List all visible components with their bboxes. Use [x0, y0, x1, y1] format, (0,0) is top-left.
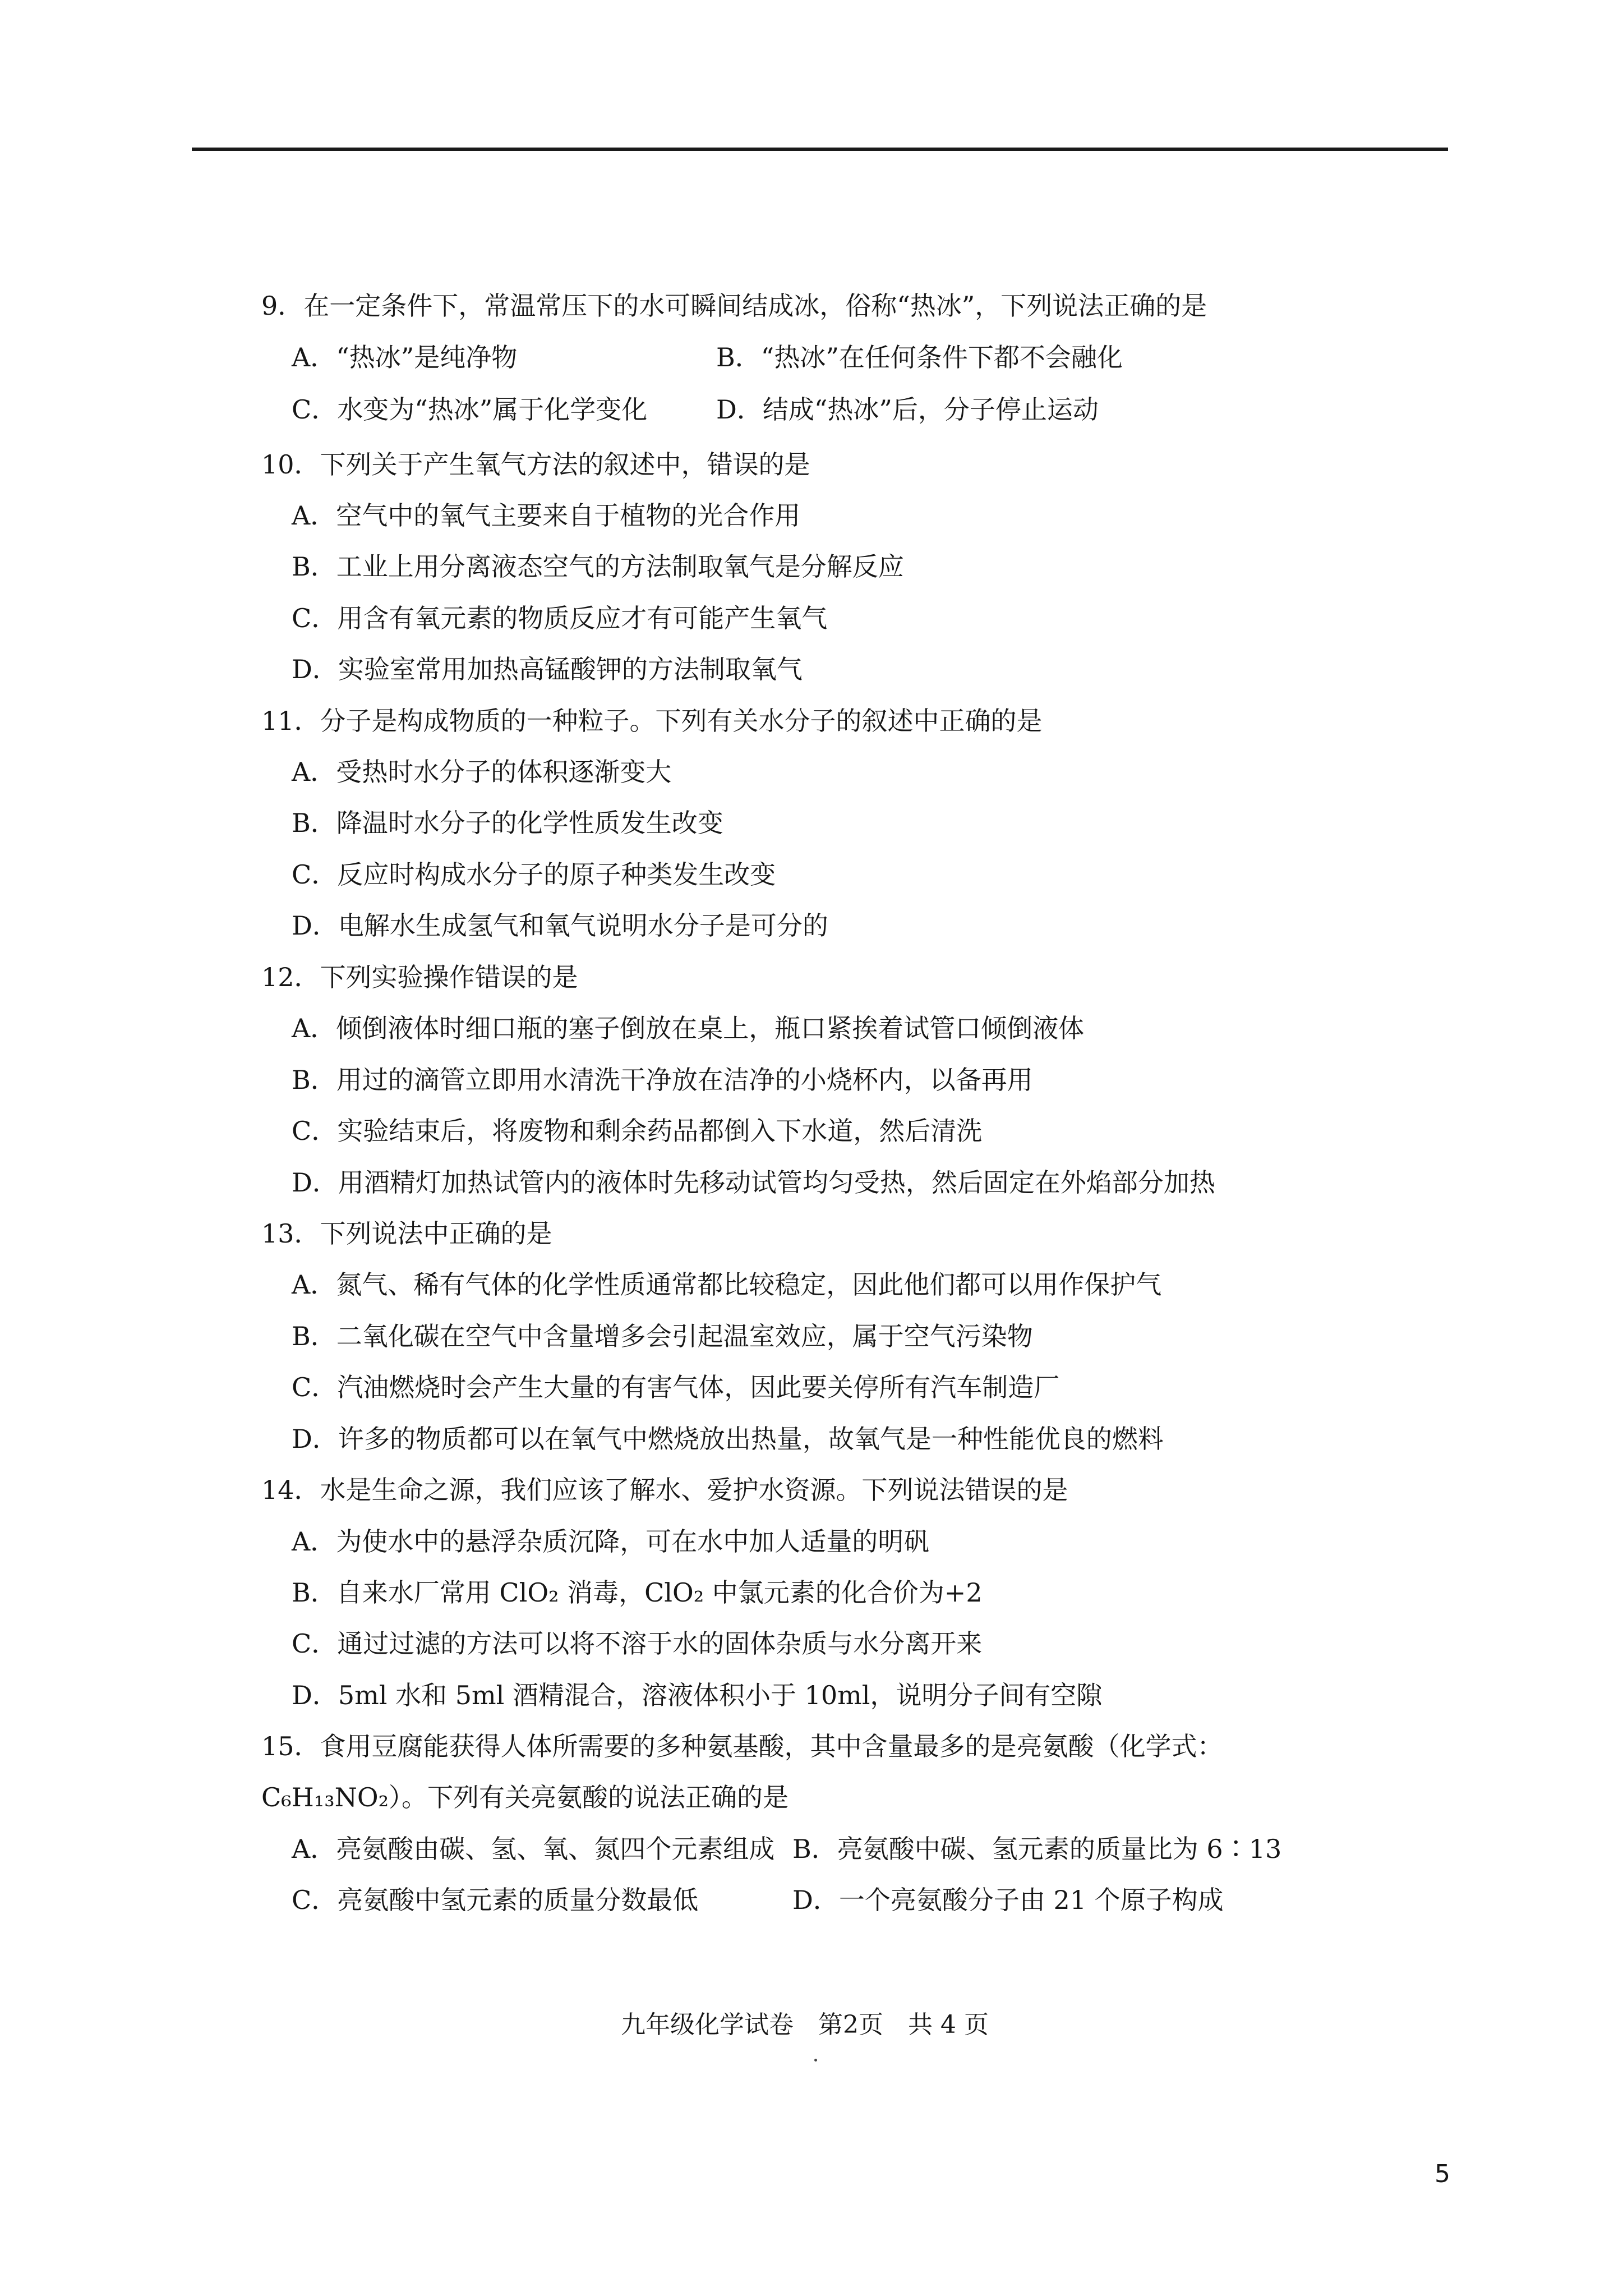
- question-12-stem: 12．下列实验操作错误的是: [261, 962, 578, 992]
- question-10-option-a: A．空气中的氧气主要来自于植物的光合作用: [292, 500, 801, 531]
- question-15-option-b: B．亮氨酸中碳、氢元素的质量比为 6∶13: [792, 1834, 1282, 1864]
- question-13-stem: 13．下列说法中正确的是: [261, 1218, 552, 1249]
- question-14-option-d: D．5ml 水和 5ml 酒精混合，溶液体积小于 10ml，说明分子间有空隙: [292, 1680, 1103, 1710]
- question-9-stem: 9．在一定条件下，常温常压下的水可瞬间结成冰，俗称“热冰”，下列说法正确的是: [261, 291, 1207, 321]
- header-rule: [192, 148, 1448, 151]
- question-11-stem: 11．分子是构成物质的一种粒子。下列有关水分子的叙述中正确的是: [261, 706, 1043, 736]
- question-11-option-c: C．反应时构成水分子的原子种类发生改变: [292, 859, 776, 890]
- page-number: 5: [1435, 2160, 1450, 2188]
- scan-speck: [814, 2059, 817, 2062]
- question-13-option-b: B．二氧化碳在空气中含量增多会引起温室效应，属于空气污染物: [292, 1321, 1033, 1351]
- question-14-option-a: A．为使水中的悬浮杂质沉降，可在水中加人适量的明矾: [292, 1526, 930, 1557]
- question-15-option-c: C．亮氨酸中氢元素的质量分数最低: [292, 1885, 699, 1915]
- question-9-option-b: B．“热冰”在任何条件下都不会融化: [716, 342, 1123, 372]
- question-15-option-a: A．亮氨酸由碳、氢、氧、氮四个元素组成: [292, 1834, 775, 1864]
- question-12-option-c: C．实验结束后，将废物和剩余药品都倒入下水道，然后清洗: [292, 1116, 983, 1146]
- question-13-option-c: C．汽油燃烧时会产生大量的有害气体，因此要关停所有汽车制造厂: [292, 1372, 1060, 1402]
- footer-title: 九年级化学试卷: [621, 2010, 794, 2039]
- question-9-option-d: D．结成“热冰”后，分子停止运动: [716, 394, 1099, 425]
- question-14-option-c: C．通过过滤的方法可以将不溶于水的固体杂质与水分离开来: [292, 1628, 983, 1659]
- question-11-option-d: D．电解水生成氢气和氧气说明水分子是可分的: [292, 910, 828, 941]
- question-11-option-a: A．受热时水分子的体积逐渐变大: [292, 757, 672, 787]
- question-10-option-b: B．工业上用分离液态空气的方法制取氧气是分解反应: [292, 551, 904, 582]
- question-14-stem: 14．水是生命之源，我们应该了解水、爱护水资源。下列说法错误的是: [261, 1475, 1068, 1505]
- question-12-option-d: D．用酒精灯加热试管内的液体时先移动试管均匀受热，然后固定在外焰部分加热: [292, 1167, 1215, 1198]
- question-15-option-d: D．一个亮氨酸分子由 21 个原子构成: [792, 1885, 1224, 1915]
- question-13-option-a: A．氮气、稀有气体的化学性质通常都比较稳定，因此他们都可以用作保护气: [292, 1269, 1162, 1300]
- question-12-option-b: B．用过的滴管立即用水清洗干净放在洁净的小烧杯内，以备再用: [292, 1065, 1033, 1095]
- question-9-option-a: A．“热冰”是纯净物: [292, 342, 518, 372]
- question-9-option-c: C．水变为“热冰”属于化学变化: [292, 394, 648, 425]
- question-10-option-c: C．用含有氧元素的物质反应才有可能产生氧气: [292, 603, 828, 633]
- question-11-option-b: B．降温时水分子的化学性质发生改变: [292, 808, 723, 838]
- question-12-option-a: A．倾倒液体时细口瓶的塞子倒放在桌上，瓶口紧挨着试管口倾倒液体: [292, 1013, 1085, 1043]
- question-14-option-b: B．自来水厂常用 ClO₂ 消毒，ClO₂ 中氯元素的化合价为+2: [292, 1577, 983, 1608]
- page-footer: [621, 2009, 1006, 2041]
- question-13-option-d: D．许多的物质都可以在氧气中燃烧放出热量，故氧气是一种性能优良的燃料: [292, 1424, 1164, 1454]
- question-10-option-d: D．实验室常用加热高锰酸钾的方法制取氧气: [292, 654, 803, 684]
- question-15-stem-continued: C₆H₁₃NO₂）。下列有关亮氨酸的说法正确的是: [261, 1782, 789, 1812]
- question-10-stem: 10．下列关于产生氧气方法的叙述中，错误的是: [261, 449, 810, 480]
- question-15-stem: 15．食用豆腐能获得人体所需要的多种氨基酸，其中含量最多的是亮氨酸（化学式：: [261, 1731, 1223, 1761]
- footer-page: 第2页: [818, 2010, 883, 2039]
- footer-total: 共 4 页: [908, 2010, 989, 2039]
